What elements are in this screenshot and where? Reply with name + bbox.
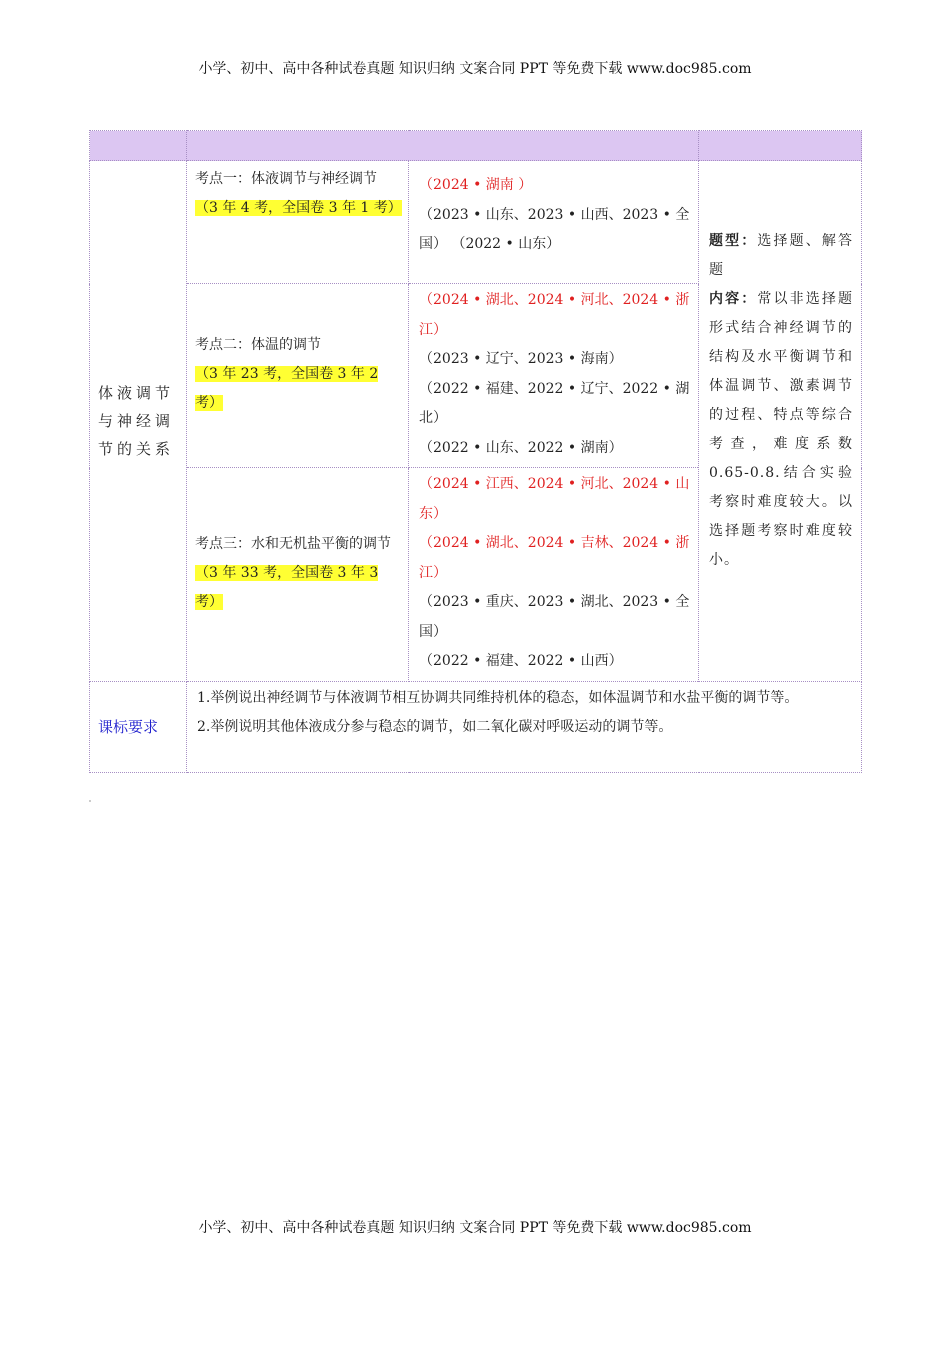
years-line: （2022 • 福建、2022 • 辽宁、2022 • 湖北） <box>419 380 690 426</box>
exam-point-title: 考点二：体温的调节 <box>195 337 321 353</box>
question-type-text: 选择题、解答题 <box>709 233 853 278</box>
requirement-item: 2.举例说明其他体液成分参与稳态的调节，如二氧化碳对呼吸运动的调节等。 <box>197 718 673 735</box>
years-line: （2022 • 山东、2022 • 湖南） <box>419 439 623 456</box>
exam-years-1 <box>409 161 699 284</box>
years-line: （2022 • 福建、2022 • 山西） <box>419 653 623 669</box>
table-header-row <box>90 131 862 161</box>
years-line: （2023 • 山东、2023 • 山西、2023 • 全国） （2022 • 山东） <box>419 206 690 252</box>
exam-point-title: 考点一：体液调节与神经调节 <box>195 171 377 187</box>
topic-cell: 体液调节与神经调节的关系 <box>90 161 187 682</box>
content-label: 内容： <box>709 291 758 307</box>
exam-point-2 <box>187 284 409 468</box>
requirement-item: 1.举例说出神经调节与体液调节相互协调共同维持机体的稳态，如体温调节和水盐平衡的调节等。 <box>197 689 799 706</box>
exam-point-stat: （3 年 4 考，全国卷 3 年 1 考） <box>195 200 402 216</box>
exam-point-stat: （3 年 33 考，全国卷 3 年 3 考） <box>195 564 379 610</box>
years-line: （2023 • 辽宁、2023 • 海南） <box>419 351 623 367</box>
exam-years-3 <box>409 468 699 682</box>
exam-point-title: 考点三：水和无机盐平衡的调节 <box>195 535 391 552</box>
page-footer: 小学、初中、高中各种试卷真题 知识归纳 文案合同 PPT 等免费下载 www.doc985.com <box>198 1220 752 1236</box>
exam-point-1 <box>187 161 409 284</box>
years-red-line: （2024 • 湖北、2024 • 河北、2024 • 浙江） <box>419 292 690 338</box>
content-text: 常以非选择题形式结合神经调节的结构及水平衡调节和体温调节、激素调节的过程、特点等综合考查，难度系数 0.65-0.8.结合实验考察时难度较大。以选择题考察时难度较小。 <box>709 291 853 568</box>
exam-point-stat: （3 年 23 考，全国卷 3 年 2 考） <box>195 366 379 411</box>
header-cell <box>90 131 187 161</box>
requirement-label: 课标要求 <box>90 681 187 772</box>
question-type-label: 题型： <box>709 233 758 249</box>
years-red-line: （2024 • 江西、2024 • 河北、2024 • 山东） <box>419 476 690 522</box>
requirement-cell <box>187 681 862 772</box>
years-red-line: （2024 • 湖南 ） <box>419 177 533 193</box>
years-line: （2023 • 重庆、2023 • 湖北、2023 • 全国） <box>419 594 690 640</box>
table-row <box>90 161 862 284</box>
header-cell <box>699 131 862 161</box>
requirement-row <box>90 681 862 772</box>
summary-cell <box>699 161 862 682</box>
exam-point-3 <box>187 468 409 682</box>
page-header: 小学、初中、高中各种试卷真题 知识归纳 文案合同 PPT 等免费下载 www.doc985.com <box>198 61 752 77</box>
page-dot <box>89 800 91 802</box>
years-red-line: （2024 • 湖北、2024 • 吉林、2024 • 浙江） <box>419 535 690 581</box>
header-cell <box>187 131 699 161</box>
exam-points-table <box>89 130 862 773</box>
exam-years-2 <box>409 284 699 468</box>
